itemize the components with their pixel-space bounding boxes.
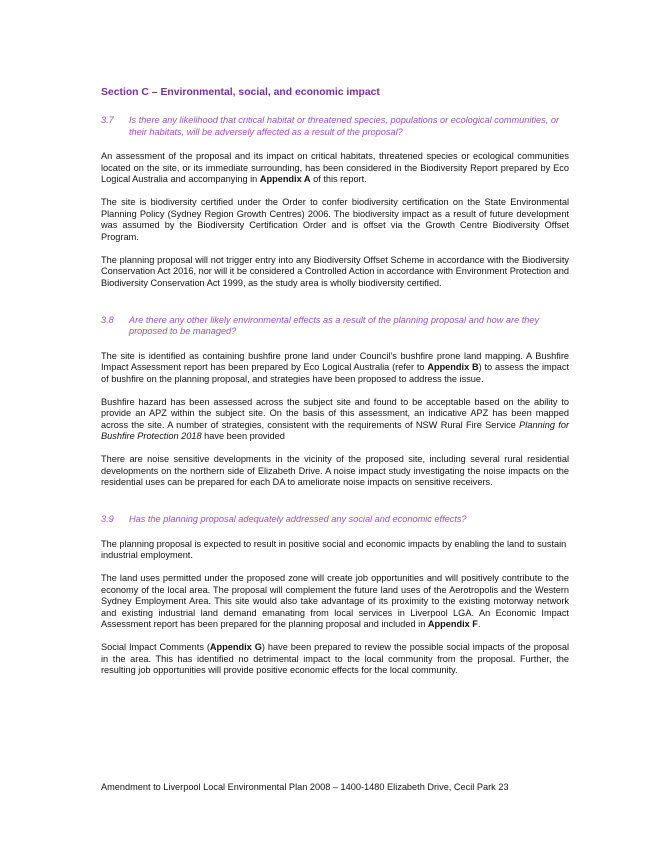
question-3-7: [101, 115, 569, 138]
text-run: of this report.: [310, 174, 367, 184]
page-footer: [101, 781, 561, 793]
paragraph: [101, 151, 569, 186]
text-run: Bushfire hazard has been assessed across the subject site and found to be acceptable based on the ability to provide an APZ within the subject site. On the basis of this assessment, an indicative APZ has been mapped across the site. A number of strategies, consistent with the requirements of NSW Rural Fire Service: [101, 396, 569, 430]
paragraph: The planning proposal will not trigger entry into any Biodiversity Offset Scheme in accordance with the Biodiversity Conservation Act 2016, nor will it be considered a Controlled Action in accordance with Environment Protection and Biodiversity Conservation Act 1999, as the study area is wholly biodiversity certified.: [101, 254, 569, 288]
text-run: ) have been prepared to review the possible social impacts of the proposal in the area. This has identified no detrimental impact to the local community from the proposal. Further, the resulting job opportunities will provide positive economic effects for the local community.: [101, 642, 569, 675]
text-run: The land uses permitted under the proposed zone will create job opportunities and will positively contribute to the economy of the local area. The proposal will complement the future land uses of the Aerotropolis and the Western Sydney Employment Area. This site would also take advantage of its proximity to the existing motorway network and existing industrial land demand emanating from local services in Liverpool LGA. An Economic Impact Assessment report has been prepared for the planning proposal and included in: [101, 573, 569, 629]
text-run: have been provided: [201, 431, 285, 441]
document-page: [101, 84, 569, 688]
question-number: 3.9: [101, 514, 114, 524]
paragraph: The site is biodiversity certified under the Order to confer biodiversity certification on the State Environmental Planning Policy (Sydney Region Growth Centres) 2006. The biodiversity impact as a result of future development was assumed by the Biodiversity Certification Order and is offset via the Growth Centre Biodiversity Offset Program.: [101, 197, 569, 242]
question-3-8: [101, 315, 569, 338]
appendix-reference: Appendix F: [427, 619, 478, 629]
question-3-9: [101, 514, 569, 526]
paragraph: [101, 642, 569, 677]
question-number: 3.7: [101, 115, 114, 125]
text-run: .: [477, 619, 481, 629]
section-title: Section C – Environmental, social, and economic impact: [101, 87, 380, 98]
text-run: An assessment of the proposal and its impact on critical habitats, threatened species or ecological communities located on the site, or its immediate surrounding, has been considered in the Biodiversity Report prepared by Eco Logical Australia and accompanying in: [101, 151, 569, 184]
question-number: 3.8: [101, 314, 114, 325]
appendix-reference: Appendix B: [427, 362, 479, 372]
paragraph: There are noise sensitive developments in the vicinity of the proposed site, including several rural residential developments on the northern side of Elizabeth Drive. A noise impact study investigating the noise impacts on the residential uses can be prepared for each DA to ameliorate noise impacts on sensitive receivers.: [101, 454, 569, 487]
document-title-reference: Planning for Bushfire Protection 2018: [101, 419, 569, 441]
appendix-reference: Appendix A: [259, 174, 311, 184]
paragraph: The planning proposal is expected to result in positive social and economic impacts by enabling the land to sustain industrial employment.: [101, 538, 567, 560]
page-number: 23: [498, 782, 509, 792]
question-text: Are there any other likely environmental effects as a result of the planning proposal and how are they proposed to be managed?: [129, 314, 540, 336]
appendix-reference: Appendix G: [209, 642, 262, 652]
question-text: Is there any likelihood that critical habitat or threatened species, populations or ecological communities, or their habitats, will be adversely affected as a result of the proposal?: [129, 115, 560, 137]
text-run: Social Impact Comments (: [101, 642, 210, 652]
paragraph: [101, 351, 569, 386]
question-text: Has the planning proposal adequately addressed any social and economic effects?: [129, 514, 467, 524]
text-run: The site is identified as containing bushfire prone land under Council’s bushfire prone land mapping. A Bushfire Impact Assessment report has been prepared by Eco Logical Australia (refer to: [101, 350, 569, 372]
text-run: ) to assess the impact of bushfire on the planning proposal, and strategies have been proposed to address the issue.: [101, 362, 570, 384]
footer-text: Amendment to Liverpool Local Environmental Plan 2008 – 1400-1480 Elizabeth Drive, Cecil Park: [101, 782, 496, 792]
paragraph: [101, 573, 569, 631]
paragraph: [101, 397, 569, 443]
